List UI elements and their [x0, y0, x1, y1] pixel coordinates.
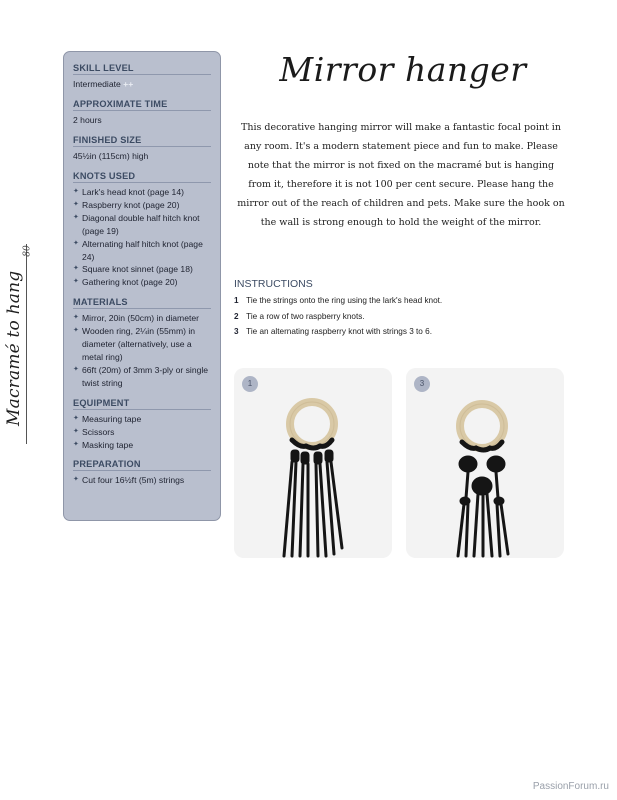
step-text: Tie an alternating raspberry knot with strings 3 to 6. [246, 327, 432, 336]
page-number: 80 [22, 245, 33, 257]
step-1-photo [234, 368, 392, 558]
page-title: Mirror hanger [279, 50, 527, 89]
list-item: ✦ Alternating half hitch knot (page 24) [73, 238, 211, 264]
macrame-knots-illustration [406, 368, 564, 558]
list-item: ✦ Raspberry knot (page 20) [73, 199, 211, 212]
list-item: ✦ 66ft (20m) of 3mm 3-ply or single twist string [73, 364, 211, 390]
step-number: 3 [234, 327, 239, 336]
preparation-list [73, 474, 211, 487]
title-rule [26, 244, 27, 444]
list-item: ✦ Mirror, 20in (50cm) in diameter [73, 312, 211, 325]
size-heading: FINISHED SIZE [73, 135, 211, 147]
list-item: ✦ Scissors [73, 426, 211, 439]
step-number: 1 [234, 296, 239, 305]
preparation-heading: PREPARATION [73, 459, 211, 471]
list-item: ✦ Measuring tape [73, 413, 211, 426]
photo-step-badge: 1 [242, 376, 258, 392]
equipment-list [73, 413, 211, 452]
knots-heading: KNOTS USED [73, 171, 211, 183]
step-3-photo [406, 368, 564, 558]
list-item: ✦ Square knot sinnet (page 18) [73, 263, 211, 276]
instructions-heading: INSTRUCTIONS [234, 278, 313, 290]
photo-step-badge: 3 [414, 376, 430, 392]
materials-heading: MATERIALS [73, 297, 211, 309]
time-heading: APPROXIMATE TIME [73, 99, 211, 111]
step-number: 2 [234, 311, 239, 321]
step-text: Tie the strings onto the ring using the lark's head knot. [246, 296, 443, 305]
step-item [234, 324, 574, 340]
size-value: 45½in (115cm) high [73, 151, 149, 161]
step-item [234, 309, 574, 325]
materials-list [73, 312, 211, 389]
list-item: ✦ Lark's head knot (page 14) [73, 186, 211, 199]
running-title-text: Macramé to hang [4, 270, 24, 426]
list-item: ✦ Masking tape [73, 439, 211, 452]
step-text: Tie a row of two raspberry knots. [246, 311, 365, 321]
skill-level-text: Intermediate [73, 79, 121, 89]
watermark: PassionForum.ru [532, 781, 609, 792]
intro-paragraph: This decorative hanging mirror will make a fantastic focal point in any room. It's a modern statement piece and fun to make. Please note that the mirror is not fixed on the macramé but is hanging from it, therefore it is not 100 per cent secure. Please hang the mirror out of the reach of children and pets. Make sure the hook on the wall is strong enough to hold the weight of the mirror. [237, 122, 565, 228]
skill-rating-icon: ++ [123, 79, 134, 89]
list-item: ✦ Gathering knot (page 20) [73, 276, 211, 289]
list-item: ✦ Diagonal double half hitch knot (page 19) [73, 212, 211, 238]
instructions-list [234, 293, 574, 340]
step-item [234, 293, 574, 309]
macrame-ring-illustration [234, 368, 392, 558]
skill-level-heading: SKILL LEVEL [73, 63, 211, 75]
project-info-box [63, 51, 221, 521]
knots-list [73, 186, 211, 289]
list-item: ✦ Cut four 16½ft (5m) strings [73, 474, 211, 487]
running-title [2, 244, 42, 444]
time-value: 2 hours [73, 115, 102, 125]
equipment-heading: EQUIPMENT [73, 398, 211, 410]
skill-level-value [73, 78, 211, 91]
list-item: ✦ Wooden ring, 2¼in (55mm) in diameter (alternatively, use a metal ring) [73, 325, 211, 364]
